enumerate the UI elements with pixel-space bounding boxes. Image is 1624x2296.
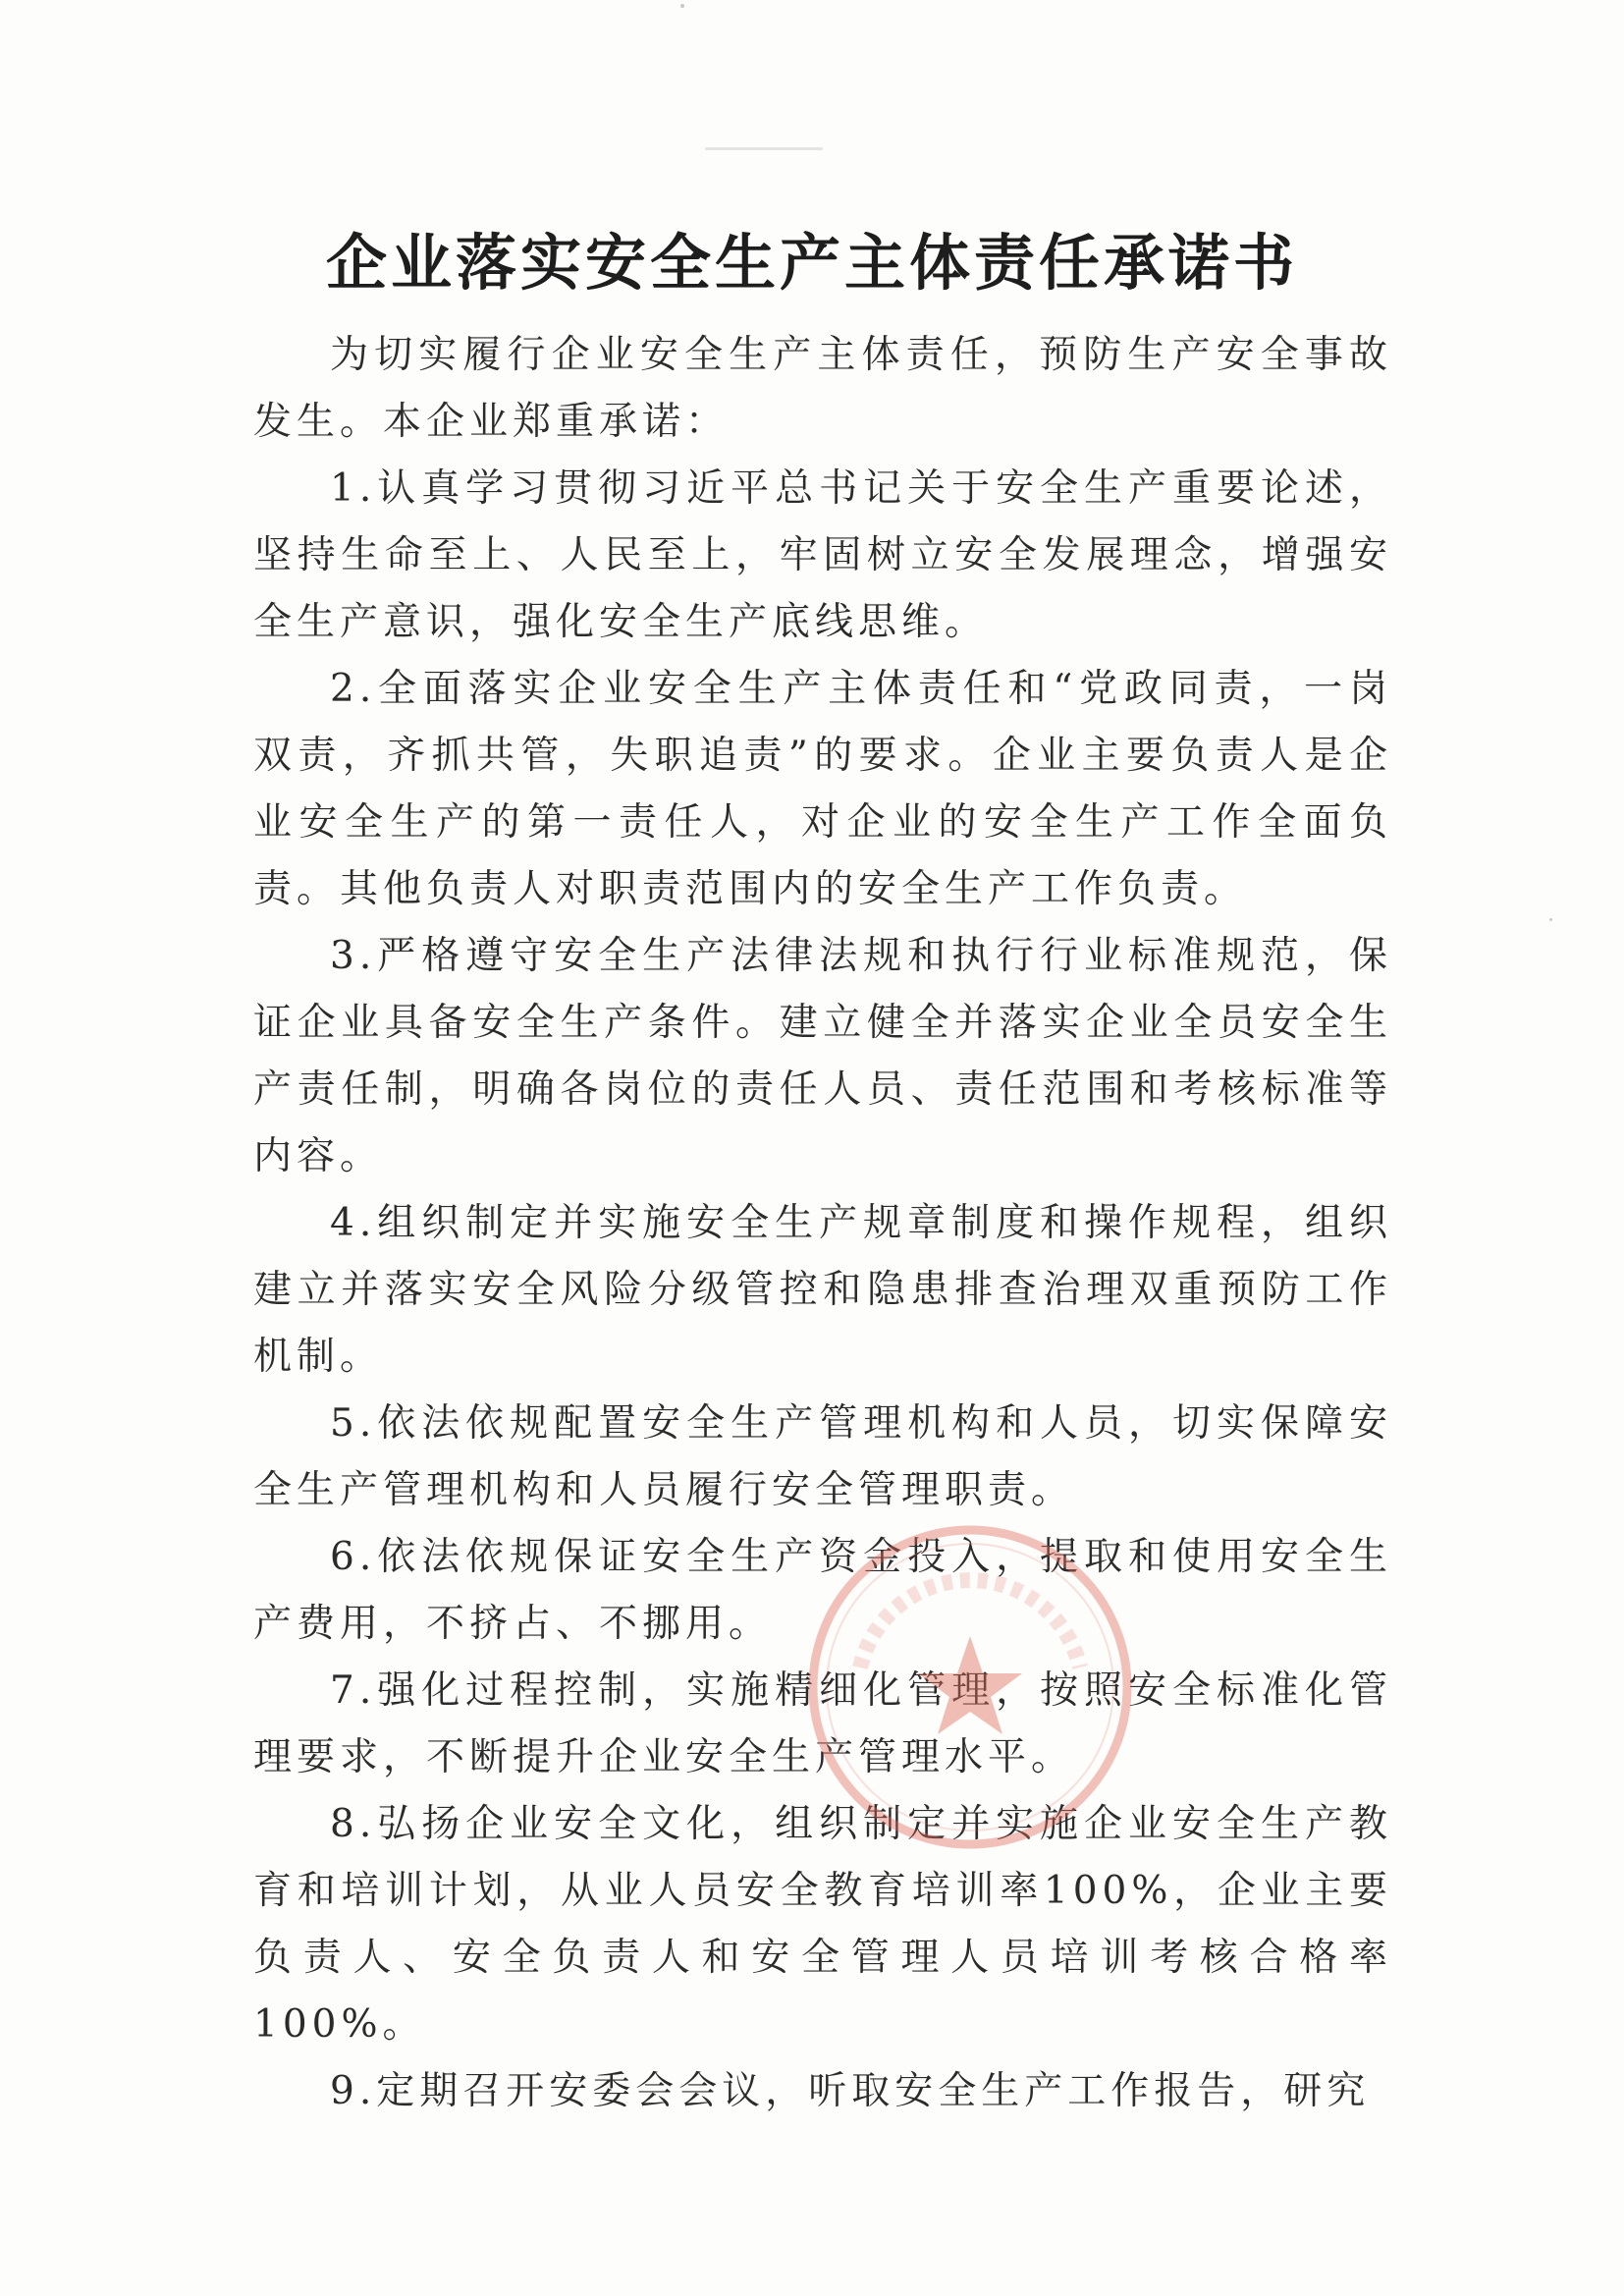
commitment-item-2: 2.全面落实企业安全生产主体责任和“党政同责，一岗双责，齐抓共管，失职追责”的要求。企业主要负责人是企业安全生产的第一责任人，对企业的安全生产工作全面负责。其他负责人对职责范围内的安全生产工作负责。 (253, 667, 1392, 911)
scan-speck (680, 4, 684, 8)
commitment-item-3: 3.严格遵守安全生产法律法规和执行行业标准规范，保证企业具备安全生产条件。建立健全并落实企业全员安全生产责任制，明确各岗位的责任人员、责任范围和考核标准等内容。 (253, 934, 1392, 1178)
commitment-item-8: 8.弘扬企业安全文化，组织制定并实施企业安全生产教育和培训计划，从业人员安全教育培训率100%，企业主要负责人、安全负责人和安全管理人员培训考核合格率100%。 (253, 1802, 1392, 2047)
commitment-item-1: 1.认真学习贯彻习近平总书记关于安全生产重要论述，坚持生命至上、人民至上，牢固树立安全发展理念，增强安全生产意识，强化安全生产底线思维。 (253, 466, 1392, 644)
commitment-item-6: 6.依法依规保证安全生产资金投入，提取和使用安全生产费用，不挤占、不挪用。 (253, 1535, 1392, 1646)
commitment-item-4: 4.组织制定并实施安全生产规章制度和操作规程，组织建立并落实安全风险分级管控和隐患排查治理双重预防工作机制。 (253, 1201, 1392, 1379)
intro-paragraph: 为切实履行企业安全生产主体责任，预防生产安全事故发生。本企业郑重承诺： (253, 333, 1392, 444)
scan-speck (1549, 918, 1552, 921)
commitment-item-7: 7.强化过程控制，实施精细化管理，按照安全标准化管理要求，不断提升企业安全生产管理水平。 (253, 1668, 1392, 1779)
commitment-item-9: 9.定期召开安委会会议，听取安全生产工作报告，研究 (330, 2069, 1371, 2113)
document-title: 企业落实安全生产主体责任承诺书 (325, 227, 1298, 299)
red-seal-stamp-icon (803, 1520, 1137, 1854)
document-body (253, 322, 1392, 2125)
scan-speck (705, 147, 823, 150)
commitment-item-5: 5.依法依规配置安全生产管理机构和人员，切实保障安全生产管理机构和人员履行安全管理职责。 (253, 1401, 1392, 1512)
